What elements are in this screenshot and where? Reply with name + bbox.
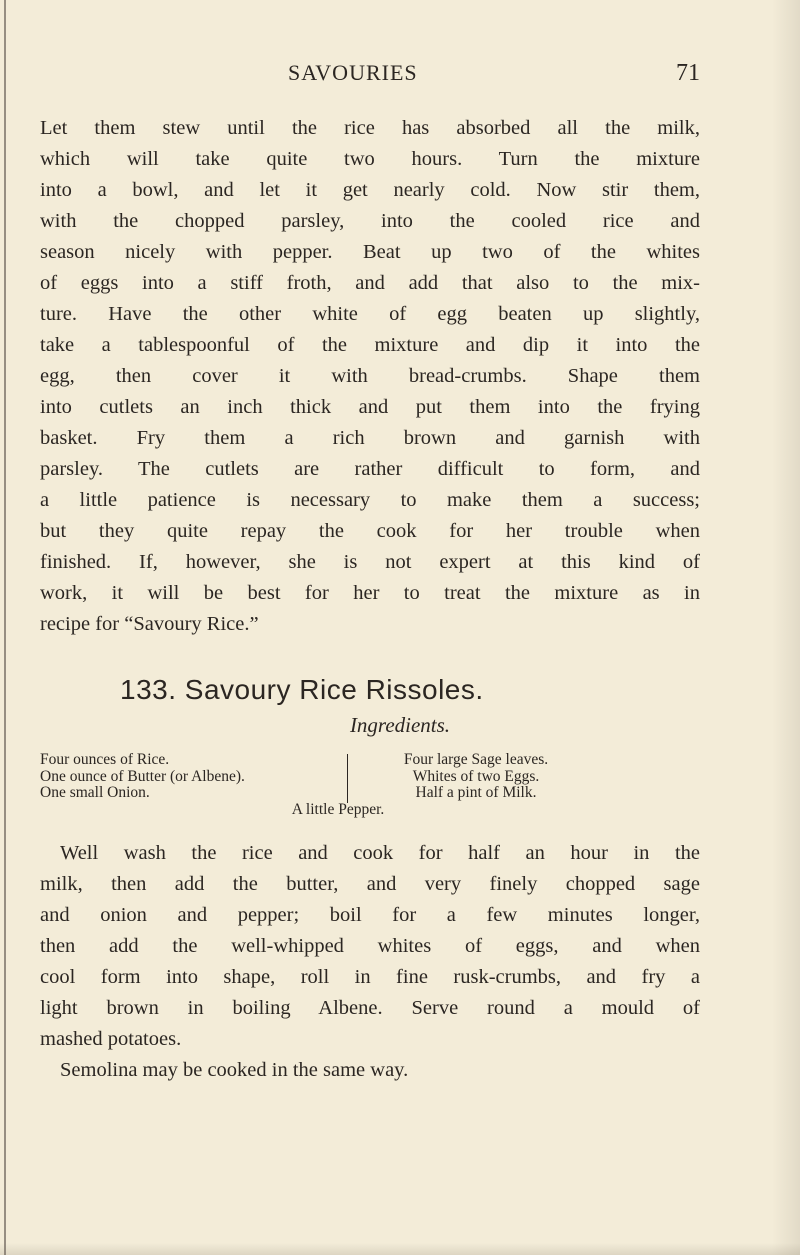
body-line: Let them stew until the rice has absorbed all the milk, xyxy=(40,117,700,139)
continued-recipe-text xyxy=(40,113,700,640)
ingredient-item-final: A little Pepper. xyxy=(291,801,385,818)
page-edge xyxy=(4,0,6,1255)
page-header xyxy=(0,60,800,94)
method-line: light brown in boiling Albene. Serve round a mould of xyxy=(40,997,700,1019)
ingredient-item: Four ounces of Rice. xyxy=(40,751,170,768)
body-line: egg, then cover it with bread-crumbs. Shape them xyxy=(40,365,700,387)
body-line: finished. If, however, she is not expert at this kind of xyxy=(40,551,700,573)
ingredients-left-column xyxy=(40,752,342,802)
page-shadow-bottom xyxy=(0,1243,800,1255)
ingredients-heading: Ingredients. xyxy=(349,713,451,737)
running-head: SAVOURIES xyxy=(288,60,418,85)
method-line: milk, then add the butter, and very finely chopped sage xyxy=(40,873,700,895)
body-line: with the chopped parsley, into the cooled rice and xyxy=(40,210,700,232)
method-line: Well wash the rice and cook for half an hour in the xyxy=(60,842,700,864)
body-line: take a tablespoonful of the mixture and dip it into the xyxy=(40,334,700,356)
body-line: but they quite repay the cook for her trouble when xyxy=(40,520,700,542)
recipe-title: 133. Savoury Rice Rissoles. xyxy=(120,674,484,705)
method-line: Semolina may be cooked in the same way. xyxy=(60,1059,409,1081)
method-line: and onion and pepper; boil for a few minutes longer, xyxy=(40,904,700,926)
body-line: recipe for “Savoury Rice.” xyxy=(40,613,259,635)
ingredients-list xyxy=(40,752,700,832)
body-line: into cutlets an inch thick and put them into the frying xyxy=(40,396,700,418)
body-line: basket. Fry them a rich brown and garnish with xyxy=(40,427,700,449)
body-line: into a bowl, and let it get nearly cold. Now stir them, xyxy=(40,179,700,201)
method-line: cool form into shape, roll in fine rusk-crumbs, and fry a xyxy=(40,966,700,988)
ingredient-item: Four large Sage leaves. xyxy=(403,751,549,768)
ingredient-item: One ounce of Butter (or Albene). xyxy=(40,767,245,785)
body-line: ture. Have the other white of egg beaten up slightly, xyxy=(40,303,700,325)
body-line: a little patience is necessary to make them a success; xyxy=(40,489,700,511)
ingredients-divider xyxy=(347,754,348,803)
method-line: mashed potatoes. xyxy=(40,1028,182,1050)
body-line: of eggs into a stiff froth, and add that also to the mix- xyxy=(40,272,700,294)
body-line: which will take quite two hours. Turn the mixture xyxy=(40,148,700,170)
method-line: then add the well-whipped whites of eggs, and when xyxy=(40,935,700,957)
page-shadow-right xyxy=(772,0,800,1255)
page-number: 71 xyxy=(676,60,700,86)
ingredient-item: One small Onion. xyxy=(40,784,150,801)
body-line: work, it will be best for her to treat the mixture as in xyxy=(40,582,700,604)
ingredient-item: Half a pint of Milk. xyxy=(415,784,537,801)
ingredients-right-column xyxy=(356,752,596,802)
ingredient-item: Whites of two Eggs. xyxy=(412,767,540,785)
body-line: season nicely with pepper. Beat up two of the whites xyxy=(40,241,700,263)
recipe-method xyxy=(40,838,700,1086)
body-line: parsley. The cutlets are rather difficult to form, and xyxy=(40,458,700,480)
